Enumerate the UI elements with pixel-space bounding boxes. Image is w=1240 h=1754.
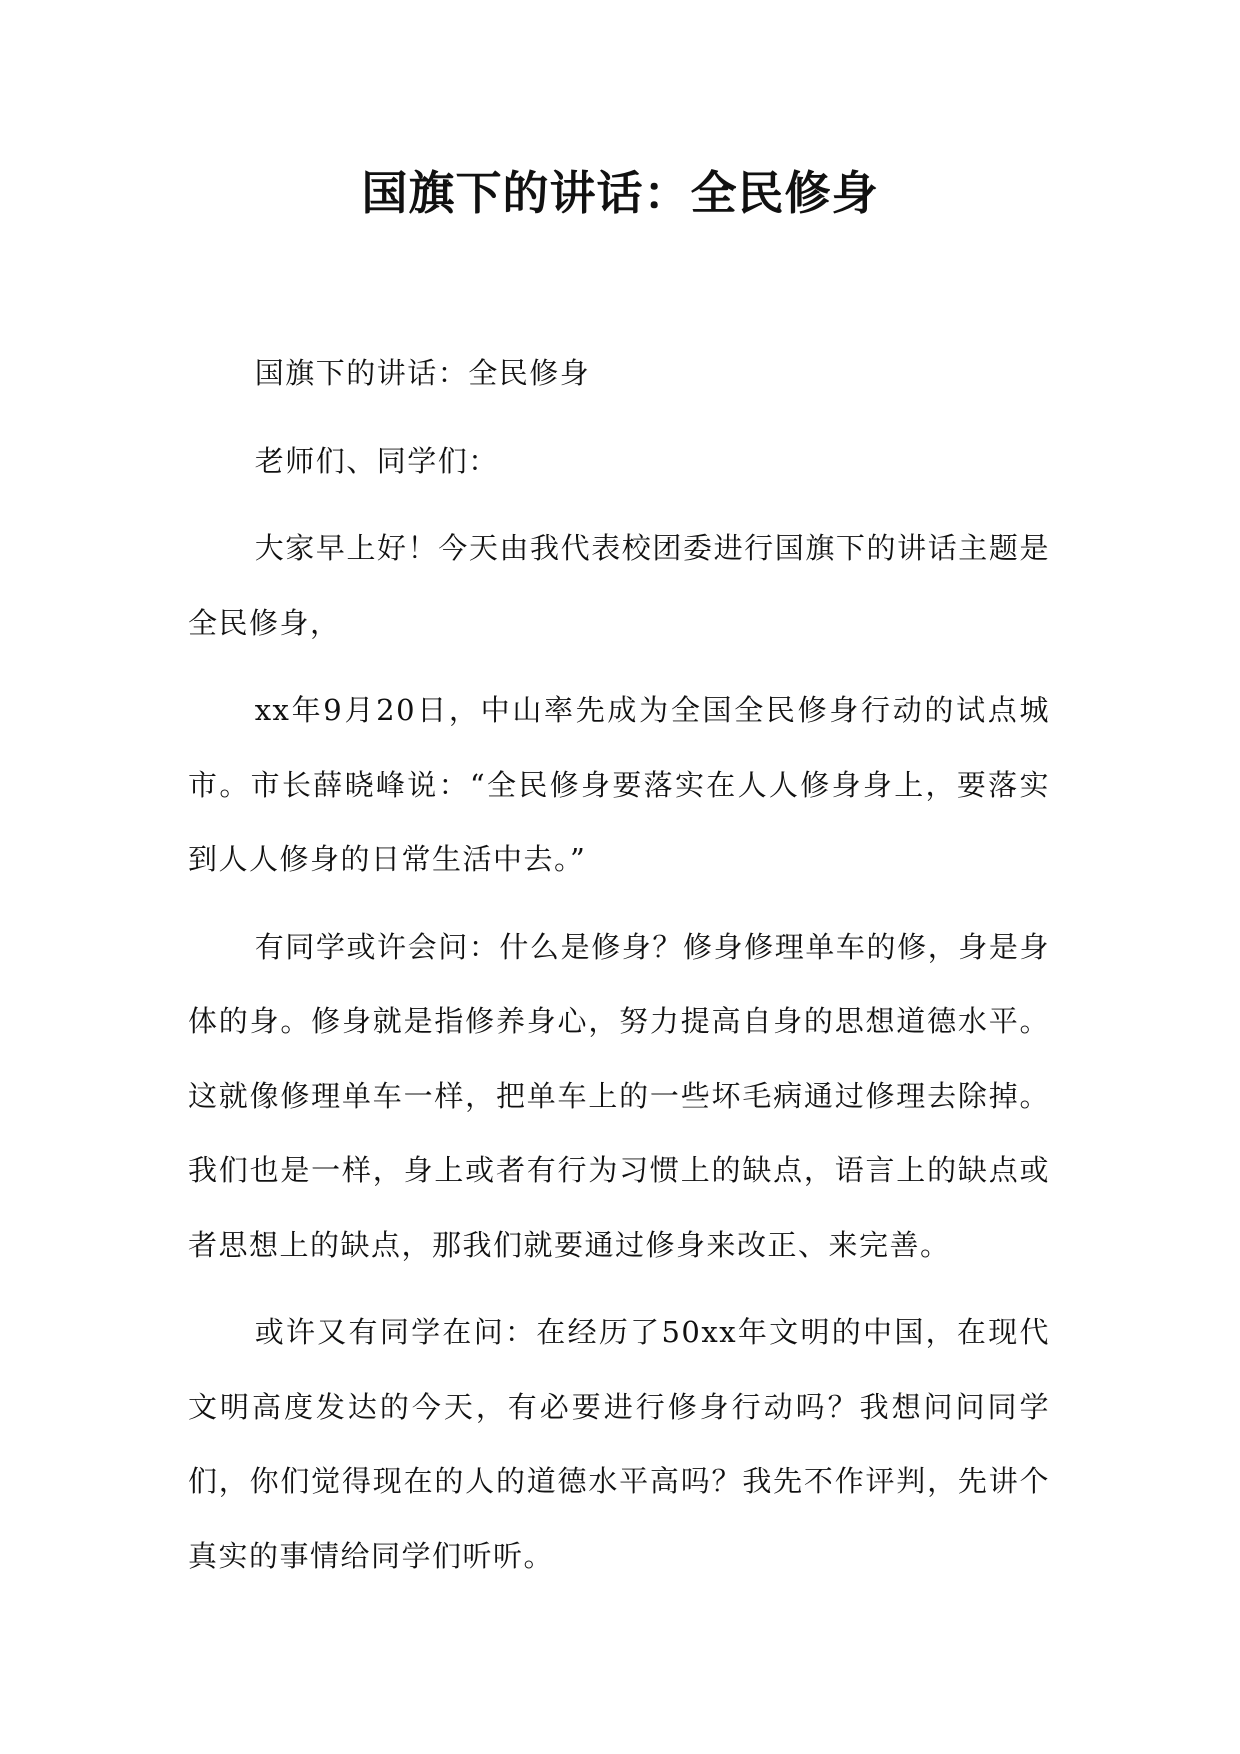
paragraph-question: 或许又有同学在问：在经历了50xx年文明的中国，在现代文明高度发达的今天，有必要进行修身行动吗？我想问问同学们，你们觉得现在的人的道德水平高吗？我先不作评判，先讲个真实的事情给同学们听听。	[188, 1315, 1050, 1573]
paragraph-definition: 有同学或许会问：什么是修身？修身修理单车的修，身是身体的身。修身就是指修养身心，努力提高自身的思想道德水平。这就像修理单车一样，把单车上的一些坏毛病通过修理去除掉。我们也是一样，身上或者有行为习惯上的缺点，语言上的缺点或者思想上的缺点，那我们就要通过修身来改正、来完善。	[188, 929, 1050, 1262]
paragraph-heading: 国旗下的讲话：全民修身	[254, 356, 591, 390]
paragraph-opening: 大家早上好！今天由我代表校团委进行国旗下的讲话主题是全民修身，	[188, 531, 1050, 640]
paragraph-greeting: 老师们、同学们：	[254, 443, 499, 478]
document-body	[188, 336, 1050, 1593]
document-title: 国旗下的讲话：全民修身	[361, 166, 879, 220]
paragraph-background: xx年9月20日，中山率先成为全国全民修身行动的试点城市。市长薛晓峰说：“全民修身要落实在人人修身身上，要落实到人人修身的日常生活中去。”	[188, 693, 1050, 876]
